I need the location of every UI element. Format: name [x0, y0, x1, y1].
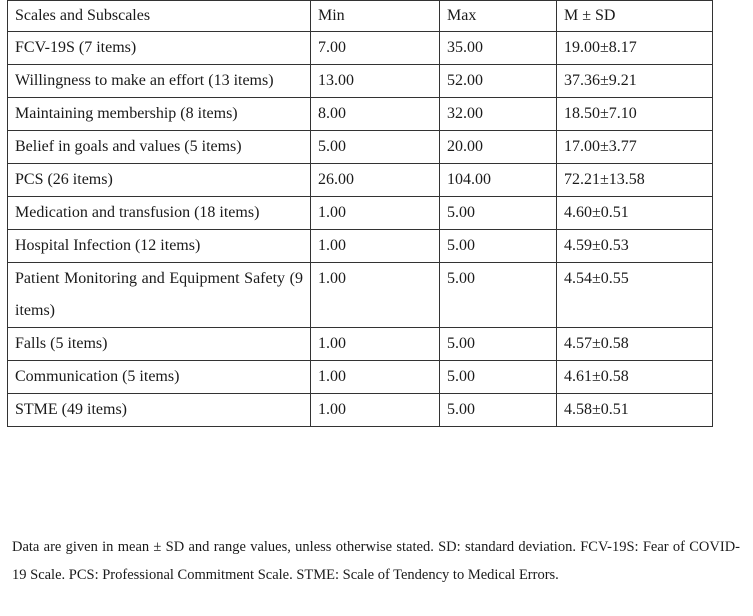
- row-mean-sd: 4.58±0.51: [557, 394, 713, 427]
- row-min: 1.00: [311, 230, 440, 263]
- row-label: Falls (5 items): [8, 328, 311, 361]
- table-row: [8, 32, 713, 65]
- row-mean-sd: 4.60±0.51: [557, 197, 713, 230]
- row-label: Maintaining membership (8 items): [8, 98, 311, 131]
- row-label: Willingness to make an effort (13 items): [8, 65, 311, 98]
- table-row: [8, 131, 713, 164]
- row-label: Belief in goals and values (5 items): [8, 131, 311, 164]
- row-min: 1.00: [311, 394, 440, 427]
- row-mean-sd: 4.59±0.53: [557, 230, 713, 263]
- row-min: 26.00: [311, 164, 440, 197]
- row-min: 1.00: [311, 361, 440, 394]
- table-row: [8, 164, 713, 197]
- row-max: 52.00: [440, 65, 557, 98]
- table-footnote: Data are given in mean ± SD and range values, unless otherwise stated. SD: standard deviation. FCV-19S: Fear of COVID-19 Scale. PCS: Professional Commitment Scale. STME: Scale of Tendency to Medical Errors.: [12, 539, 740, 583]
- row-label: Communication (5 items): [8, 361, 311, 394]
- statistics-table: [7, 0, 713, 427]
- table-row: [8, 65, 713, 98]
- row-label: Medication and transfusion (18 items): [8, 197, 311, 230]
- row-label: PCS (26 items): [8, 164, 311, 197]
- table-row: [8, 328, 713, 361]
- header-scales: Scales and Subscales: [8, 1, 311, 32]
- row-max: 5.00: [440, 394, 557, 427]
- row-mean-sd: 37.36±9.21: [557, 65, 713, 98]
- row-mean-sd: 4.54±0.55: [557, 263, 713, 328]
- row-min: 1.00: [311, 197, 440, 230]
- row-min: 7.00: [311, 32, 440, 65]
- header-max: Max: [440, 1, 557, 32]
- row-max: 32.00: [440, 98, 557, 131]
- row-mean-sd: 72.21±13.58: [557, 164, 713, 197]
- row-max: 35.00: [440, 32, 557, 65]
- row-label: FCV-19S (7 items): [8, 32, 311, 65]
- table-row: [8, 98, 713, 131]
- row-max: 5.00: [440, 230, 557, 263]
- row-max: 5.00: [440, 361, 557, 394]
- row-mean-sd: 19.00±8.17: [557, 32, 713, 65]
- row-max: 5.00: [440, 197, 557, 230]
- row-label: Hospital Infection (12 items): [8, 230, 311, 263]
- row-min: 8.00: [311, 98, 440, 131]
- row-mean-sd: 4.61±0.58: [557, 361, 713, 394]
- row-mean-sd: 4.57±0.58: [557, 328, 713, 361]
- row-min: 13.00: [311, 65, 440, 98]
- row-max: 5.00: [440, 263, 557, 328]
- table-row: [8, 230, 713, 263]
- row-min: 1.00: [311, 328, 440, 361]
- row-label: Patient Monitoring and Equipment Safety (9 items): [8, 263, 311, 328]
- row-max: 20.00: [440, 131, 557, 164]
- header-min: Min: [311, 1, 440, 32]
- table-row: [8, 394, 713, 427]
- row-max: 5.00: [440, 328, 557, 361]
- row-min: 5.00: [311, 131, 440, 164]
- row-label: STME (49 items): [8, 394, 311, 427]
- row-mean-sd: 18.50±7.10: [557, 98, 713, 131]
- row-max: 104.00: [440, 164, 557, 197]
- row-min: 1.00: [311, 263, 440, 328]
- header-mean-sd: M ± SD: [557, 1, 713, 32]
- table-row: [8, 263, 713, 328]
- table-row: [8, 361, 713, 394]
- table-row: [8, 197, 713, 230]
- table-header-row: [8, 1, 713, 32]
- row-mean-sd: 17.00±3.77: [557, 131, 713, 164]
